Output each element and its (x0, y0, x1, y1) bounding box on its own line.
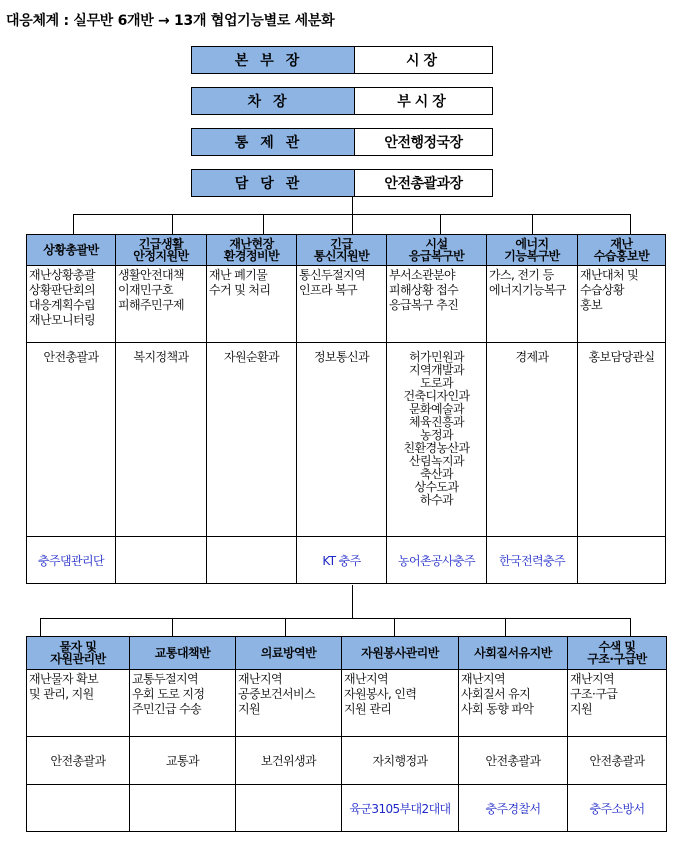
connector-line (630, 214, 631, 234)
partner-organization (236, 785, 342, 832)
task-line: 재난지역 (461, 672, 505, 686)
department-name: 친환경농산과 (403, 441, 470, 455)
command-role-holder: 시장 (405, 53, 442, 69)
connector-line (172, 214, 173, 234)
task-description (342, 670, 459, 737)
connector-line (40, 618, 630, 619)
task-line: 및 관리, 지원 (29, 687, 94, 701)
task-force-name (27, 637, 130, 670)
task-description (487, 266, 578, 343)
task-force-name (342, 637, 459, 670)
department-name: 상수도과 (414, 480, 459, 494)
task-description (27, 670, 130, 737)
task-force-name-line: 재난 (610, 237, 633, 251)
partner-organization (116, 537, 207, 584)
task-force-name-line: 자원봉사관리반 (361, 646, 439, 660)
task-force-name (297, 235, 387, 266)
department-name: 하수과 (420, 493, 453, 507)
department-cell: 안전총괄과 (568, 737, 667, 785)
connector-line (352, 214, 353, 234)
task-force-name-line: 긴급 (330, 237, 353, 251)
task-force-name-line: 물자 및 (59, 640, 97, 654)
task-line: 대응계획수립 (29, 298, 95, 312)
command-role-label: 차장 (192, 88, 355, 114)
task-line: 재난대처 및 (580, 268, 639, 282)
task-force-name-line: 환경정비반 (223, 249, 280, 263)
connector-line (263, 214, 264, 234)
task-force-name-line: 시설 (425, 237, 448, 251)
department-cell (116, 343, 207, 537)
department-cell (578, 343, 666, 537)
task-line: 통신두절지역 (299, 268, 365, 282)
task-force-name (387, 235, 487, 266)
task-line: 이재민구호 (118, 283, 173, 297)
task-line: 피해주민구제 (118, 298, 184, 312)
department-name: 안전총괄과 (43, 350, 99, 364)
department-cell: 교통과 (130, 737, 236, 785)
task-force-name (116, 235, 207, 266)
partner-organization: KT 충주 (297, 537, 387, 584)
department-cell: 자치행정과 (342, 737, 459, 785)
partner-organization (207, 537, 297, 584)
task-description (387, 266, 487, 343)
task-description (297, 266, 387, 343)
department-name: 체육진흥과 (409, 415, 464, 429)
task-line: 재난 폐기물 (209, 268, 268, 282)
task-description (236, 670, 342, 737)
partner-organization: 한국전력충주 (487, 537, 578, 584)
department-name: 건축디자인과 (403, 389, 470, 403)
department-name: 자원순환과 (224, 350, 279, 364)
command-role-label: 본부장 (192, 47, 355, 73)
command-row (191, 128, 493, 156)
task-line: 지원 (570, 702, 592, 716)
task-line: 사회 동향 파악 (461, 702, 534, 716)
task-force-name-line: 긴급생활 (138, 237, 184, 251)
department-cell (297, 343, 387, 537)
task-force-name (236, 637, 342, 670)
command-role-label: 담당관 (192, 170, 355, 196)
task-force-name (207, 235, 297, 266)
task-line: 생활안전대책 (118, 268, 184, 282)
department-cell (387, 343, 487, 537)
command-row (191, 87, 493, 115)
task-force-name-line: 수습홍보반 (593, 249, 650, 263)
task-line: 지원 (238, 702, 260, 716)
task-force-name-line: 구조·구급반 (587, 652, 647, 666)
command-role-holder: 안전행정국장 (384, 135, 463, 151)
connector-line (394, 618, 395, 636)
task-line: 주민긴급 수송 (132, 702, 202, 716)
task-force-name-line: 기능복구반 (504, 249, 560, 263)
department-cell (207, 343, 297, 537)
task-line: 인프라 복구 (299, 283, 358, 297)
connector-line (630, 618, 631, 636)
task-line: 재난상황총괄 (29, 268, 95, 282)
task-force-name-line: 통신지원반 (313, 249, 370, 263)
task-line: 상황판단회의 (29, 283, 95, 297)
task-line: 구조·구급 (570, 687, 618, 701)
connector-line (73, 214, 74, 234)
task-force-name (568, 637, 667, 670)
partner-organization: 충주댐관리단 (27, 537, 116, 584)
task-line: 응급복구 추진 (389, 298, 459, 312)
task-line: 교통두절지역 (132, 672, 198, 686)
task-force-name (578, 235, 666, 266)
command-role-label: 통제관 (192, 129, 355, 155)
department-cell: 보건위생과 (236, 737, 342, 785)
task-description (459, 670, 568, 737)
partner-organization: 충주경찰서 (459, 785, 568, 832)
department-cell (27, 343, 116, 537)
connector-line (352, 585, 353, 618)
department-name: 지역개발과 (409, 363, 464, 377)
connector-line (532, 214, 533, 234)
task-force-name-line: 수색 및 (598, 640, 636, 654)
task-line: 공중보건서비스 (238, 687, 315, 701)
task-force-name (130, 637, 236, 670)
task-line: 자원봉사, 인력 (344, 687, 417, 701)
department-name: 산림녹지과 (409, 454, 464, 468)
task-description (207, 266, 297, 343)
partner-organization: 농어촌공사충주 (387, 537, 487, 584)
task-line: 수거 및 처리 (209, 283, 271, 297)
department-cell (487, 343, 578, 537)
connector-line (40, 618, 41, 636)
task-description (578, 266, 666, 343)
task-line: 재난지역 (570, 672, 614, 686)
task-description (130, 670, 236, 737)
task-description (568, 670, 667, 737)
connector-line (352, 197, 353, 214)
command-role-holder: 부시장 (397, 94, 450, 110)
partner-organization (130, 785, 236, 832)
page-title: 대응체계 : 실무반 6개반 → 13개 협업기능별로 세분화 (6, 13, 335, 29)
department-name: 문화예술과 (409, 402, 464, 416)
partner-organization (27, 785, 130, 832)
task-line: 수습상황 (580, 283, 624, 297)
task-force-name-line: 응급복구반 (408, 249, 465, 263)
partner-organization: 충주소방서 (568, 785, 667, 832)
department-name: 허가민원과 (409, 350, 464, 364)
command-role-holder: 안전총괄과장 (384, 176, 463, 192)
task-force-name (27, 235, 116, 266)
department-name: 도로과 (420, 376, 453, 390)
task-force-name-line: 안정지원반 (133, 249, 189, 263)
task-line: 재난지역 (344, 672, 388, 686)
task-line: 홍보 (580, 298, 602, 312)
department-name: 축산과 (420, 467, 453, 481)
task-line: 에너지기능복구 (489, 283, 566, 297)
connector-line (440, 214, 441, 234)
task-force-name-line: 재난현장 (229, 237, 274, 251)
task-force-name-line: 상황총괄반 (43, 243, 99, 257)
task-description (27, 266, 116, 343)
task-force-name-line: 의료방역반 (260, 646, 317, 660)
task-line: 가스, 전기 등 (489, 268, 554, 282)
task-force-name-line: 교통대책반 (154, 646, 211, 660)
task-force-name (459, 637, 568, 670)
connector-line (285, 618, 286, 636)
task-line: 지원 관리 (344, 702, 392, 716)
partner-organization: 육군3105부대2대대 (342, 785, 459, 832)
task-line: 재난모니터링 (29, 313, 95, 327)
command-row (191, 169, 493, 197)
task-line: 피해상황 접수 (389, 283, 459, 297)
task-line: 사회질서 유지 (461, 687, 531, 701)
command-row (191, 46, 493, 74)
department-name: 홍보담당관실 (588, 350, 655, 364)
task-force-name-line: 사회질서유지반 (474, 646, 552, 660)
task-description (116, 266, 207, 343)
department-name: 정보통신과 (314, 350, 369, 364)
department-name: 경제과 (515, 350, 549, 364)
connector-line (505, 618, 506, 636)
task-line: 우회 도로 지정 (132, 687, 205, 701)
department-cell: 안전총괄과 (459, 737, 568, 785)
task-line: 부서소관분야 (389, 268, 455, 282)
department-name: 복지정책과 (133, 350, 189, 364)
task-line: 재난물자 확보 (29, 672, 99, 686)
task-force-name (487, 235, 578, 266)
connector-line (172, 618, 173, 636)
department-name: 농정과 (420, 428, 453, 442)
partner-organization (578, 537, 666, 584)
task-force-name-line: 자원관리반 (50, 652, 106, 666)
task-force-table-1 (26, 234, 666, 584)
department-cell: 안전총괄과 (27, 737, 130, 785)
task-force-table-2 (26, 636, 667, 832)
task-force-name-line: 에너지 (515, 237, 549, 251)
task-line: 재난지역 (238, 672, 282, 686)
